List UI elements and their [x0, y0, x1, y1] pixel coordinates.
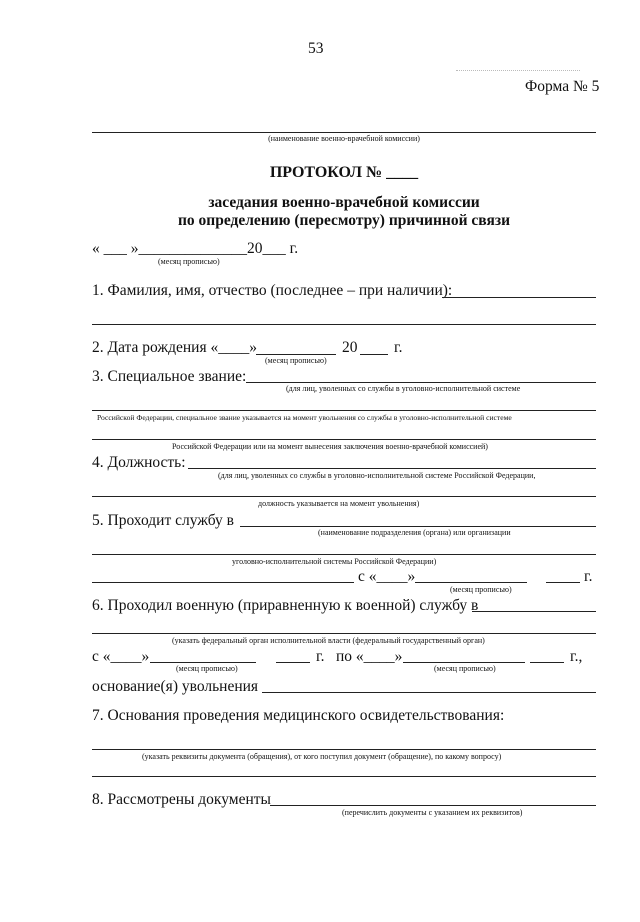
service-year-field[interactable] — [546, 582, 580, 583]
position-caption-2: должность указывается на момент увольнения) — [258, 499, 420, 508]
service-field-2[interactable] — [92, 554, 596, 555]
rank-caption-1: (для лиц, уволенных со службы в уголовно-исполнительной системе — [286, 384, 521, 393]
grounds-field-2[interactable] — [92, 776, 596, 777]
rank-label: 3. Специальное звание: — [92, 368, 247, 385]
dob-year-prefix: 20 — [342, 339, 358, 356]
docs-label: 8. Рассмотрены документы — [92, 791, 271, 808]
date-caption: (месяц прописью) — [158, 257, 220, 266]
docs-caption: (перечислить документы с указанием их реквизитов) — [342, 808, 523, 817]
service-caption-2: уголовно-исполнительной системы Российской Федерации) — [232, 557, 437, 566]
position-caption-1: (для лиц, уволенных со службы в уголовно-исполнительной системе Российской Федерации, — [218, 471, 536, 480]
rank-caption-3: Российской Федерации или на момент вынесения заключения военно-врачебной комиссией) — [172, 442, 488, 451]
military-caption: (указать федеральный орган исполнительной власти (федеральный государственный орган) — [172, 636, 485, 645]
military-field-1[interactable] — [472, 611, 596, 612]
military-g1: г. — [316, 648, 325, 665]
protocol-title: ПРОТОКОЛ № ____ — [269, 164, 419, 181]
page-number: 53 — [308, 40, 324, 57]
dismissal-label: основание(я) увольнения — [92, 678, 259, 695]
military-to-month-field[interactable] — [403, 662, 525, 663]
military-label: 6. Проходил военную (приравненную к военной) службу в — [92, 597, 479, 614]
service-month-field[interactable] — [415, 582, 527, 583]
rank-field-1[interactable] — [246, 382, 596, 383]
service-caption-1: (наименование подразделения (органа) или организации — [318, 528, 511, 537]
fio-label: 1. Фамилия, имя, отчество (последнее – при наличии): — [92, 282, 453, 299]
military-from: с «____» — [92, 648, 150, 665]
military-to: по «____» — [336, 648, 403, 665]
rank-field-2[interactable] — [92, 410, 596, 411]
commission-name-field[interactable] — [92, 132, 596, 133]
service-since: с «____» — [358, 568, 416, 585]
grounds-caption: (указать реквизиты документа (обращения), от кого поступил документ (обращение), по какому вопросу) — [142, 752, 502, 761]
military-from-year-field[interactable] — [276, 662, 310, 663]
protocol-date[interactable]: « ___ »______________20___ г. — [92, 240, 299, 257]
position-label: 4. Должность: — [92, 454, 186, 471]
grounds-field-1[interactable] — [92, 749, 596, 750]
position-field-2[interactable] — [92, 496, 596, 497]
form-label: Форма № 5 — [525, 78, 600, 95]
commission-caption: (наименование военно-врачебной комиссии) — [268, 134, 420, 143]
subtitle-line-2: по определению (пересмотру) причинной связи — [177, 212, 511, 229]
fio-field-2[interactable] — [92, 324, 596, 325]
military-field-2[interactable] — [92, 633, 596, 634]
rank-field-3[interactable] — [92, 439, 596, 440]
header-faint-rule — [456, 70, 580, 71]
subtitle-line-1: заседания военно-врачебной комиссии — [208, 194, 480, 211]
grounds-label: 7. Основания проведения медицинского освидетельствования: — [92, 707, 505, 724]
military-from-month-field[interactable] — [150, 662, 256, 663]
fio-field-1[interactable] — [442, 297, 596, 298]
docs-field[interactable] — [270, 805, 596, 806]
military-g2: г., — [570, 648, 583, 665]
dob-year-field[interactable] — [360, 354, 388, 355]
service-month-caption: (месяц прописью) — [450, 585, 512, 594]
service-field-3[interactable] — [92, 582, 354, 583]
position-field-1[interactable] — [188, 468, 596, 469]
service-field-1[interactable] — [240, 526, 596, 527]
dob-month-field[interactable] — [256, 354, 336, 355]
military-month-caption-1: (месяц прописью) — [176, 664, 238, 673]
service-g: г. — [584, 568, 593, 585]
military-to-year-field[interactable] — [530, 662, 564, 663]
service-label: 5. Проходит службу в — [92, 512, 235, 529]
military-month-caption-2: (месяц прописью) — [434, 664, 496, 673]
dismissal-field[interactable] — [262, 692, 596, 693]
dob-label: 2. Дата рождения «____» — [92, 339, 257, 356]
dob-caption: (месяц прописью) — [265, 356, 327, 365]
dob-g: г. — [394, 339, 403, 356]
rank-caption-2: Российской Федерации, специальное звание указывается на момент увольнения со службы в уголовно-исполнительной системе — [97, 413, 512, 422]
